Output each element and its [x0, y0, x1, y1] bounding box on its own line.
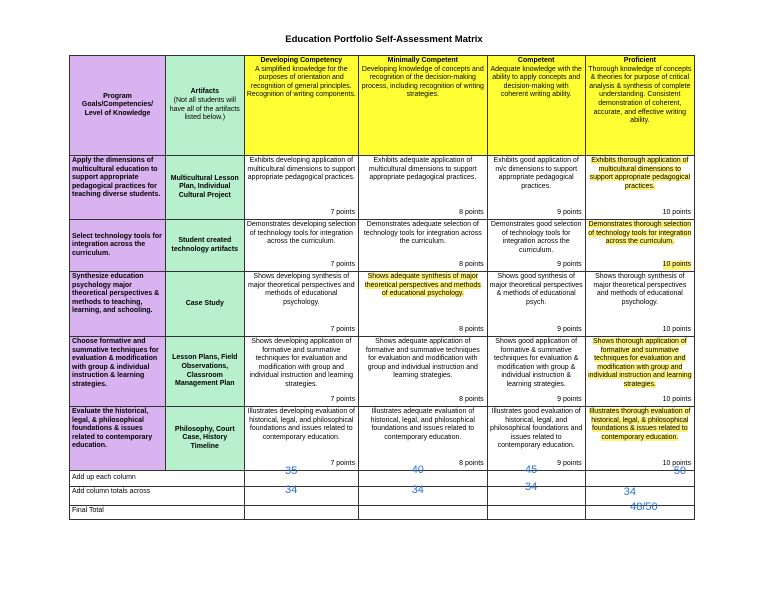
- table-row: [70, 156, 695, 220]
- column-sum-row: [70, 471, 695, 487]
- rubric-cell: [358, 407, 487, 471]
- rubric-cell: [358, 156, 487, 220]
- points-label: 10 points: [662, 460, 691, 468]
- goal-cell: Select technology tools for integration across the curriculum.: [70, 220, 166, 272]
- points-label: 9 points: [557, 209, 582, 217]
- artifact-cell: Philosophy, Court Case, History Timeline: [165, 407, 244, 471]
- cell-text: Shows good synthesis of major theoretical perspectives & methods of educational psych.: [489, 273, 583, 306]
- page-title: Education Portfolio Self-Assessment Matrix: [285, 34, 483, 45]
- rubric-cell: [358, 220, 487, 272]
- handwritten-score: 34: [585, 487, 694, 506]
- level-name: Competent: [517, 57, 555, 64]
- points-label: 10 points: [662, 209, 691, 217]
- level-developing-header: [244, 56, 358, 156]
- handwritten-score: 34: [244, 487, 358, 506]
- empty-cell: [487, 506, 585, 520]
- points-label: 7 points: [330, 209, 355, 217]
- points-label: 7 points: [330, 326, 355, 334]
- goal-cell: Evaluate the historical, legal, & philosophical foundations & issues related to contemporary education.: [70, 407, 166, 471]
- header-row: [70, 56, 695, 156]
- rubric-cell-selected: [585, 337, 694, 407]
- rubric-cell: [358, 337, 487, 407]
- cell-text-highlighted: Illustrates thorough evaluation of historical, legal, & philosophical foundations & issues related to contemporary education.: [589, 408, 691, 441]
- add-totals-label: Add column totals across: [70, 487, 245, 506]
- level-desc: Thorough knowledge of concepts & theories for purpose of critical analysis & synthesis of complete understanding. Consistent demonstration of coherent, accurate, and effective writing ability.: [588, 65, 692, 125]
- level-competent-header: [487, 56, 585, 156]
- artifacts-header: [165, 56, 244, 156]
- points-label: 8 points: [459, 209, 484, 217]
- rubric-cell: [487, 407, 585, 471]
- cell-text: Demonstrates good selection of technology tools for integration across the curriculum.: [490, 221, 582, 254]
- cell-text: Illustrates developing evaluation of historical, legal, and philosophical foundations and issues related to contemporary education.: [247, 408, 355, 441]
- add-column-label: Add up each column: [70, 471, 245, 487]
- points-label: 7 points: [330, 261, 355, 269]
- artifact-cell: Student created technology artifacts: [165, 220, 244, 272]
- rubric-cell: [244, 156, 358, 220]
- points-label: 8 points: [459, 460, 484, 468]
- artifacts-title: Artifacts: [190, 88, 219, 96]
- cell-text: Illustrates good evaluation of historical, legal, and philosophical foundations and issues related to contemporary education.: [490, 408, 583, 450]
- empty-cell: [244, 506, 358, 520]
- level-desc: Developing knowledge of concepts and recognition of the decision-making process, including recognition of writing strategies.: [361, 65, 484, 99]
- level-name: Developing Competency: [260, 57, 343, 64]
- cell-text: Demonstrates developing selection of technology tools for integration across the curriculum.: [246, 221, 356, 246]
- level-proficient-header: [585, 56, 694, 156]
- points-label: 7 points: [330, 460, 355, 468]
- handwritten-sum: 45: [487, 471, 585, 487]
- cell-text: Shows thorough synthesis of major theoretical perspectives and methods of educational psychology.: [593, 273, 687, 306]
- level-minimal-header: [358, 56, 487, 156]
- goal-cell: Choose formative and summative techniques for evaluation & modification with group & individual instruction & learning strategies.: [70, 337, 166, 407]
- rubric-cell-selected: [585, 407, 694, 471]
- empty-cell: [358, 506, 487, 520]
- goals-header: Program Goals/Competencies/ Level of Knowledge: [70, 56, 166, 156]
- rubric-cell: [244, 407, 358, 471]
- rubric-cell-selected: [358, 272, 487, 337]
- rubric-cell: [487, 337, 585, 407]
- cell-text: Shows good application of formative & summative techniques for evaluation & modification with group & individual instruction & learning strategies.: [493, 338, 579, 388]
- rubric-cell-selected: [585, 220, 694, 272]
- handwritten-sum: 50: [585, 471, 694, 487]
- points-label: 9 points: [557, 326, 582, 334]
- artifact-cell: Multicultural Lesson Plan, Individual Cultural Project: [165, 156, 244, 220]
- rubric-cell: [244, 337, 358, 407]
- rubric-cell: [244, 220, 358, 272]
- final-total-row: [70, 506, 695, 520]
- column-score-row: [70, 487, 695, 506]
- artifact-cell: Lesson Plans, Field Observations, Classroom Management Plan: [165, 337, 244, 407]
- rubric-cell: [487, 220, 585, 272]
- handwritten-sum: 35: [244, 471, 358, 487]
- rubric-cell: [244, 272, 358, 337]
- level-name: Minimally Competent: [387, 57, 459, 64]
- artifacts-note: (Not all students will have all of the artifacts listed below.): [169, 96, 240, 122]
- artifact-cell: Case Study: [165, 272, 244, 337]
- points-label: 7 points: [330, 396, 355, 404]
- handwritten-final-score: 48/50: [585, 506, 694, 520]
- points-label: 9 points: [557, 396, 582, 404]
- points-label: 10 points: [662, 326, 691, 334]
- level-desc: A simplified knowledge for the purposes of orientation and recognition of general principles. Recognition of writing components.: [246, 65, 356, 99]
- rubric-cell-selected: [585, 156, 694, 220]
- level-name: Proficient: [623, 57, 656, 64]
- cell-text: Shows developing application of formative and summative techniques for evaluation and modification with group and individual instruction and learning strategies.: [249, 338, 354, 388]
- cell-text: Exhibits adequate application of multicultural dimensions to support appropriate pedagogical practices.: [368, 157, 477, 182]
- table-row: [70, 337, 695, 407]
- goal-cell: Synthesize education psychology major theoretical perspectives & methods to teaching, learning, and schooling.: [70, 272, 166, 337]
- cell-text: Exhibits developing application of multicultural dimensions to support appropriate pedagogical practices.: [247, 157, 356, 182]
- cell-text-highlighted: Shows adequate synthesis of major theoretical perspectives and methods of educational psychology.: [364, 273, 481, 298]
- cell-text: Illustrates adequate evaluation of historical, legal, and philosophical foundations and issues related to contemporary education.: [370, 408, 475, 441]
- cell-text: Shows developing synthesis of major theoretical perspectives and methods of educational psychology.: [247, 273, 355, 306]
- table-row: [70, 220, 695, 272]
- rubric-cell: [585, 272, 694, 337]
- handwritten-score: 34: [487, 487, 585, 506]
- handwritten-score: 34: [358, 487, 487, 506]
- cell-text: Shows adequate application of formative and summative techniques for evaluation and modification with group and individual instruction and learning strategies.: [365, 338, 480, 380]
- points-label: 8 points: [459, 396, 484, 404]
- rubric-cell: [487, 156, 585, 220]
- cell-text-highlighted: Demonstrates thorough selection of technology tools for integration across the curriculum.: [588, 221, 692, 246]
- cell-text: Demonstrates adequate selection of technology tools for integration across the curriculum.: [363, 221, 482, 246]
- points-label: 9 points: [557, 261, 582, 269]
- assessment-matrix: [69, 55, 695, 520]
- points-label: 8 points: [459, 261, 484, 269]
- cell-text-highlighted: Shows thorough application of formative and summative techniques for evaluation and modification with group and individual instruction and learning strategies.: [588, 338, 692, 388]
- points-label: 10 points: [662, 396, 691, 404]
- goal-cell: Apply the dimensions of multicultural education to support appropriate pedagogical practices for teaching diverse students.: [70, 156, 166, 220]
- cell-text: Exhibits good application of m/c dimensions to support appropriate pedagogical practices.: [493, 157, 579, 190]
- points-label: 8 points: [459, 326, 484, 334]
- rubric-cell: [487, 272, 585, 337]
- level-desc: Adequate knowledge with the ability to apply concepts and decision-making with coherent writing ability.: [490, 65, 582, 99]
- table-row: [70, 407, 695, 471]
- points-label: 10 points: [662, 261, 691, 269]
- handwritten-sum: 40: [358, 471, 487, 487]
- points-label: 9 points: [557, 460, 582, 468]
- table-row: [70, 272, 695, 337]
- cell-text-highlighted: Exhibits thorough application of multicultural dimensions to support appropriate pedagogical practices.: [589, 157, 691, 190]
- final-total-label: Final Total: [70, 506, 245, 520]
